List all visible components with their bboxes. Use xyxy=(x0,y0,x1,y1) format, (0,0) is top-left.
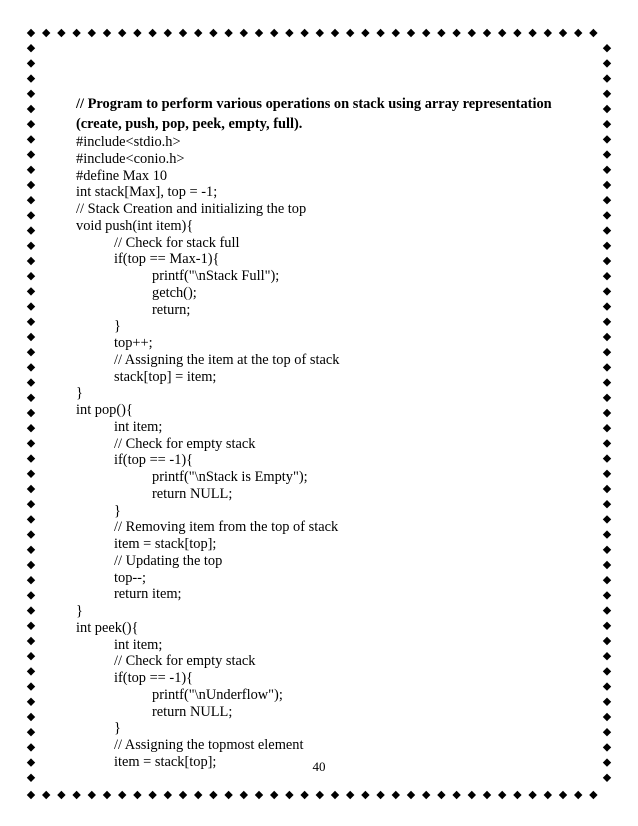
border-diamond-icon xyxy=(27,166,35,174)
code-line: // Check for empty stack xyxy=(114,653,256,670)
code-line: } xyxy=(114,502,121,519)
border-diamond-icon xyxy=(574,791,582,799)
border-diamond-icon xyxy=(27,90,35,98)
border-diamond-icon xyxy=(603,318,611,326)
border-diamond-icon xyxy=(376,29,384,37)
page-number: 40 xyxy=(312,759,326,774)
border-diamond-icon xyxy=(574,29,582,37)
border-diamond-icon xyxy=(27,59,35,67)
code-line: } xyxy=(114,318,121,335)
border-diamond-icon xyxy=(603,500,611,508)
border-diamond-icon xyxy=(27,150,35,158)
border-diamond-icon xyxy=(179,29,187,37)
border-diamond-icon xyxy=(361,29,369,37)
border-diamond-icon xyxy=(603,622,611,630)
border-diamond-icon xyxy=(437,791,445,799)
border-diamond-icon xyxy=(194,791,202,799)
code-line: // Updating the top xyxy=(114,552,223,569)
border-diamond-icon xyxy=(346,29,354,37)
border-diamond-icon xyxy=(27,485,35,493)
border-diamond-icon xyxy=(468,791,476,799)
code-line: return NULL; xyxy=(152,703,233,720)
border-diamond-icon xyxy=(603,652,611,660)
border-diamond-icon xyxy=(603,409,611,417)
border-diamond-icon xyxy=(27,652,35,660)
border-diamond-icon xyxy=(468,29,476,37)
border-diamond-icon xyxy=(27,606,35,614)
border-diamond-icon xyxy=(603,302,611,310)
border-diamond-icon xyxy=(118,791,126,799)
border-diamond-icon xyxy=(27,713,35,721)
code-line: // Assigning the item at the top of stack xyxy=(114,351,340,368)
border-diamond-icon xyxy=(603,576,611,584)
border-diamond-icon xyxy=(559,791,567,799)
border-diamond-icon xyxy=(285,29,293,37)
border-diamond-icon xyxy=(603,728,611,736)
border-diamond-icon xyxy=(603,378,611,386)
border-diamond-icon xyxy=(27,333,35,341)
border-diamond-icon xyxy=(603,394,611,402)
border-diamond-icon xyxy=(27,591,35,599)
border-diamond-icon xyxy=(603,698,611,706)
border-diamond-icon xyxy=(603,561,611,569)
border-diamond-icon xyxy=(392,29,400,37)
border-diamond-icon xyxy=(27,363,35,371)
border-diamond-icon xyxy=(603,485,611,493)
border-diamond-icon xyxy=(88,791,96,799)
border-diamond-icon xyxy=(544,791,552,799)
border-diamond-icon xyxy=(27,105,35,113)
border-diamond-icon xyxy=(27,272,35,280)
code-line: printf("\nStack Full"); xyxy=(152,268,280,284)
border-diamond-icon xyxy=(483,29,491,37)
border-diamond-icon xyxy=(603,591,611,599)
border-diamond-icon xyxy=(27,454,35,462)
border-diamond-icon xyxy=(27,74,35,82)
border-diamond-icon xyxy=(27,682,35,690)
border-diamond-icon xyxy=(603,515,611,523)
code-line: int item; xyxy=(114,418,163,435)
border-diamond-icon xyxy=(27,348,35,356)
border-diamond-icon xyxy=(224,29,232,37)
code-line: return item; xyxy=(114,586,182,603)
code-line: } xyxy=(76,385,83,402)
border-diamond-icon xyxy=(240,791,248,799)
code-line: } xyxy=(114,720,121,737)
border-diamond-icon xyxy=(300,791,308,799)
border-diamond-icon xyxy=(27,576,35,584)
code-line: item = stack[top]; xyxy=(114,536,217,552)
border-diamond-icon xyxy=(603,90,611,98)
code-line: } xyxy=(76,603,83,619)
border-diamond-icon xyxy=(346,791,354,799)
border-diamond-icon xyxy=(603,120,611,128)
border-diamond-icon xyxy=(603,181,611,189)
border-diamond-icon xyxy=(603,211,611,219)
code-line: stack[top] = item; xyxy=(114,368,217,385)
code-line: return NULL; xyxy=(152,485,233,502)
border-diamond-icon xyxy=(285,791,293,799)
border-diamond-icon xyxy=(603,439,611,447)
border-diamond-icon xyxy=(57,29,65,37)
border-diamond-icon xyxy=(270,791,278,799)
border-diamond-icon xyxy=(422,29,430,37)
border-diamond-icon xyxy=(559,29,567,37)
border-diamond-icon xyxy=(392,791,400,799)
code-line: // Check for stack full xyxy=(114,234,240,251)
border-diamond-icon xyxy=(27,530,35,538)
border-diamond-icon xyxy=(27,743,35,751)
border-diamond-icon xyxy=(603,606,611,614)
border-diamond-icon xyxy=(603,333,611,341)
border-diamond-icon xyxy=(27,211,35,219)
border-diamond-icon xyxy=(361,791,369,799)
border-diamond-icon xyxy=(603,105,611,113)
border-diamond-icon xyxy=(603,348,611,356)
border-diamond-icon xyxy=(603,713,611,721)
border-diamond-icon xyxy=(316,791,324,799)
border-diamond-icon xyxy=(103,29,111,37)
code-line: // Assigning the topmost element xyxy=(114,737,304,753)
border-diamond-icon xyxy=(603,150,611,158)
border-diamond-icon xyxy=(376,791,384,799)
border-diamond-icon xyxy=(603,637,611,645)
code-line: printf("\nUnderflow"); xyxy=(152,686,283,703)
code-line: return; xyxy=(152,301,191,318)
border-diamond-icon xyxy=(240,29,248,37)
border-diamond-icon xyxy=(603,59,611,67)
code-line: top++; xyxy=(114,335,153,351)
code-line: // Stack Creation and initializing the top xyxy=(76,201,307,217)
border-diamond-icon xyxy=(603,257,611,265)
border-diamond-icon xyxy=(27,196,35,204)
border-diamond-icon xyxy=(164,29,172,37)
border-diamond-icon xyxy=(27,120,35,128)
border-diamond-icon xyxy=(27,135,35,143)
code-line: if(top == Max-1){ xyxy=(114,251,220,268)
border-diamond-icon xyxy=(603,272,611,280)
border-diamond-icon xyxy=(483,791,491,799)
border-diamond-icon xyxy=(27,424,35,432)
border-diamond-icon xyxy=(603,424,611,432)
border-diamond-icon xyxy=(603,743,611,751)
border-diamond-icon xyxy=(72,791,80,799)
border-diamond-icon xyxy=(209,791,217,799)
code-line: // Removing item from the top of stack xyxy=(114,519,339,536)
border-diamond-icon xyxy=(603,470,611,478)
border-diamond-icon xyxy=(27,728,35,736)
border-diamond-icon xyxy=(603,530,611,538)
border-diamond-icon xyxy=(452,29,460,37)
border-diamond-icon xyxy=(331,791,339,799)
border-diamond-icon xyxy=(255,29,263,37)
border-diamond-icon xyxy=(27,378,35,386)
border-diamond-icon xyxy=(27,698,35,706)
border-diamond-icon xyxy=(603,74,611,82)
border-diamond-icon xyxy=(27,181,35,189)
border-diamond-icon xyxy=(27,29,35,37)
border-diamond-icon xyxy=(148,29,156,37)
border-diamond-icon xyxy=(27,409,35,417)
code-line: item = stack[top]; xyxy=(114,753,217,770)
code-line: top--; xyxy=(114,569,146,586)
border-diamond-icon xyxy=(209,29,217,37)
code-line: if(top == -1){ xyxy=(114,670,194,686)
border-diamond-icon xyxy=(603,44,611,52)
border-diamond-icon xyxy=(603,546,611,554)
border-diamond-icon xyxy=(603,454,611,462)
border-diamond-icon xyxy=(407,791,415,799)
border-diamond-icon xyxy=(603,682,611,690)
code-line: #define Max 10 xyxy=(76,167,168,184)
border-diamond-icon xyxy=(422,791,430,799)
border-diamond-icon xyxy=(179,791,187,799)
code-line: if(top == -1){ xyxy=(114,452,194,469)
border-diamond-icon xyxy=(513,791,521,799)
code-line: void push(int item){ xyxy=(76,217,194,234)
border-diamond-icon xyxy=(27,394,35,402)
border-diamond-icon xyxy=(27,637,35,645)
code-block xyxy=(76,134,596,771)
border-diamond-icon xyxy=(528,791,536,799)
border-diamond-icon xyxy=(27,791,35,799)
border-diamond-icon xyxy=(27,515,35,523)
border-diamond-icon xyxy=(27,257,35,265)
border-diamond-icon xyxy=(72,29,80,37)
border-diamond-icon xyxy=(528,29,536,37)
border-diamond-icon xyxy=(603,226,611,234)
program-title-line-2: (create, push, pop, peek, empty, full). xyxy=(76,116,303,132)
code-listing xyxy=(76,94,596,771)
border-diamond-icon xyxy=(498,29,506,37)
border-diamond-icon xyxy=(27,546,35,554)
border-diamond-icon xyxy=(589,29,597,37)
border-diamond-icon xyxy=(148,791,156,799)
border-diamond-icon xyxy=(603,287,611,295)
code-line: int item; xyxy=(114,636,163,653)
border-diamond-icon xyxy=(452,791,460,799)
border-diamond-icon xyxy=(42,791,50,799)
border-diamond-icon xyxy=(407,29,415,37)
border-diamond-icon xyxy=(589,791,597,799)
code-line: getch(); xyxy=(152,284,197,301)
code-line: int peek(){ xyxy=(76,619,139,636)
border-diamond-icon xyxy=(27,667,35,675)
border-diamond-icon xyxy=(133,791,141,799)
border-diamond-icon xyxy=(544,29,552,37)
border-diamond-icon xyxy=(603,166,611,174)
border-diamond-icon xyxy=(42,29,50,37)
border-diamond-icon xyxy=(27,561,35,569)
border-diamond-icon xyxy=(88,29,96,37)
border-diamond-icon xyxy=(498,791,506,799)
border-diamond-icon xyxy=(603,667,611,675)
border-diamond-icon xyxy=(27,500,35,508)
border-diamond-icon xyxy=(27,226,35,234)
border-diamond-icon xyxy=(164,791,172,799)
border-diamond-icon xyxy=(27,302,35,310)
code-line: printf("\nStack is Empty"); xyxy=(152,469,308,485)
program-title-line-1: // Program to perform various operations on stack using array representation xyxy=(76,96,552,112)
border-diamond-icon xyxy=(27,318,35,326)
code-line: // Check for empty stack xyxy=(114,435,256,452)
border-diamond-icon xyxy=(255,791,263,799)
code-line: int pop(){ xyxy=(76,402,133,418)
border-diamond-icon xyxy=(194,29,202,37)
border-diamond-icon xyxy=(27,622,35,630)
border-diamond-icon xyxy=(316,29,324,37)
border-diamond-icon xyxy=(331,29,339,37)
border-diamond-icon xyxy=(603,196,611,204)
border-diamond-icon xyxy=(300,29,308,37)
border-diamond-icon xyxy=(103,791,111,799)
border-diamond-icon xyxy=(27,242,35,250)
border-diamond-icon xyxy=(224,791,232,799)
border-diamond-icon xyxy=(118,29,126,37)
border-diamond-icon xyxy=(603,135,611,143)
border-diamond-icon xyxy=(603,242,611,250)
border-diamond-icon xyxy=(270,29,278,37)
border-diamond-icon xyxy=(27,287,35,295)
border-diamond-icon xyxy=(57,791,65,799)
border-diamond-icon xyxy=(513,29,521,37)
border-diamond-icon xyxy=(133,29,141,37)
border-diamond-icon xyxy=(27,44,35,52)
border-diamond-icon xyxy=(437,29,445,37)
border-diamond-icon xyxy=(603,363,611,371)
border-diamond-icon xyxy=(27,470,35,478)
code-line: #include<stdio.h> xyxy=(76,134,181,150)
border-diamond-icon xyxy=(27,439,35,447)
code-line: int stack[Max], top = -1; xyxy=(76,184,218,201)
code-line: #include<conio.h> xyxy=(76,150,185,167)
